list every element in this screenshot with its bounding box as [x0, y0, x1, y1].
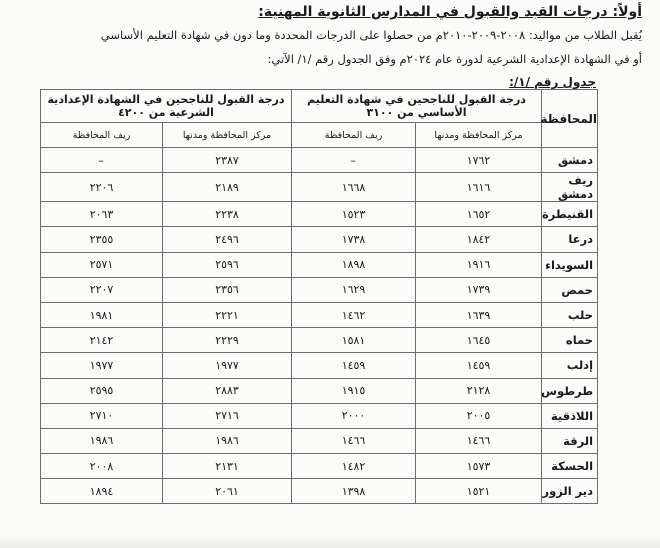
sharia-center-cell: ٢٤٩٦: [163, 227, 292, 252]
table-caption: جدول رقم /١/:: [509, 75, 596, 89]
basic-rural-cell: ١٩١٥: [292, 378, 416, 403]
basic-rural-cell: ٢٠٠٠: [292, 403, 416, 428]
basic-center-cell: ١٦١٦: [416, 173, 542, 202]
basic-rural-cell: ١٣٩٨: [292, 479, 416, 504]
header-basic-education: درجة القبول للناجحين في شهادة التعليم الأساسي من ٣١٠٠: [292, 90, 542, 123]
table-row: [41, 227, 598, 252]
sharia-center-cell: ٢٧١٦: [163, 403, 292, 428]
sharia-rural-cell: ١٩٧٧: [41, 353, 163, 378]
paragraph-line-1: يُقبل الطلاب من مواليد: ٢٠٠٨-٢٠٠٩-٢٠١٠م من حصلوا على الدرجات المحددة وما دون في شهادة التعليم الأساسي: [100, 28, 642, 42]
basic-rural-cell: ١٥٨١: [292, 328, 416, 353]
header-sharia-certificate: درجة القبول للناجحين في الشهادة الإعدادية الشرعية من ٤٢٠٠: [41, 90, 292, 123]
basic-center-cell: ١٤٦٦: [416, 428, 542, 453]
page-bottom-shade: [0, 536, 660, 548]
basic-rural-cell: ١٦٦٨: [292, 173, 416, 202]
subheader-basic-rural: ريف المحافظة: [292, 123, 416, 148]
sharia-center-cell: ٢٣٨٧: [163, 148, 292, 173]
governorate-cell: القنيطرة: [542, 202, 598, 227]
sharia-rural-cell: ١٩٨٦: [41, 428, 163, 453]
basic-rural-cell: ١٦٢٩: [292, 277, 416, 302]
basic-center-cell: ١٥٧٣: [416, 454, 542, 479]
sharia-center-cell: ٢١٨٩: [163, 173, 292, 202]
subheader-sharia-center: مركز المحافظة ومدنها: [163, 123, 292, 148]
governorate-cell: إدلب: [542, 353, 598, 378]
governorate-cell: السويداء: [542, 252, 598, 277]
sharia-rural-cell: ٢٢٠٧: [41, 277, 163, 302]
governorate-cell: حلب: [542, 302, 598, 327]
subheader-sharia-rural: ريف المحافظة: [41, 123, 163, 148]
table-row: [41, 353, 598, 378]
table-row: [41, 302, 598, 327]
basic-center-cell: ١٩١٦: [416, 252, 542, 277]
table-row: [41, 479, 598, 504]
sharia-rural-cell: –: [41, 148, 163, 173]
header-governorate: المحافظة: [542, 90, 598, 148]
sharia-rural-cell: ١٨٩٤: [41, 479, 163, 504]
sharia-center-cell: ٢٢٢٩: [163, 328, 292, 353]
sharia-center-cell: ٢٣٥٦: [163, 277, 292, 302]
sharia-center-cell: ٢٢٢١: [163, 302, 292, 327]
sharia-rural-cell: ٢٠٦٣: [41, 202, 163, 227]
basic-center-cell: ١٧٣٩: [416, 277, 542, 302]
table-row: [41, 173, 598, 202]
governorate-cell: الرقة: [542, 428, 598, 453]
basic-rural-cell: –: [292, 148, 416, 173]
sharia-center-cell: ٢٠٦١: [163, 479, 292, 504]
basic-center-cell: ١٦٣٩: [416, 302, 542, 327]
paragraph-line-2: أو في الشهادة الإعدادية الشرعية لدورة عام ٢٠٢٤م وفق الجدول رقم /١/ الآتي:: [267, 52, 642, 66]
table-row: [41, 252, 598, 277]
sharia-rural-cell: ٢٠٠٨: [41, 454, 163, 479]
basic-rural-cell: ١٤٦٢: [292, 302, 416, 327]
sharia-center-cell: ١٩٨٦: [163, 428, 292, 453]
basic-center-cell: ١٦٤٥: [416, 328, 542, 353]
sharia-rural-cell: ٢٣٥٥: [41, 227, 163, 252]
governorate-cell: حمص: [542, 277, 598, 302]
table-row: [41, 328, 598, 353]
sharia-rural-cell: ٢٢٠٦: [41, 173, 163, 202]
table-row: [41, 454, 598, 479]
governorate-cell: الحسكة: [542, 454, 598, 479]
table-row: [41, 428, 598, 453]
sharia-rural-cell: ١٩٨١: [41, 302, 163, 327]
basic-center-cell: ١٤٥٩: [416, 353, 542, 378]
basic-center-cell: ٢١٢٨: [416, 378, 542, 403]
basic-rural-cell: ١٥٢٣: [292, 202, 416, 227]
table-row: [41, 148, 598, 173]
basic-center-cell: ١٦٥٢: [416, 202, 542, 227]
governorate-cell: دير الزور: [542, 479, 598, 504]
basic-center-cell: ١٧٦٢: [416, 148, 542, 173]
governorate-cell: دمشق: [542, 148, 598, 173]
basic-rural-cell: ١٤٨٢: [292, 454, 416, 479]
basic-rural-cell: ١٤٥٩: [292, 353, 416, 378]
governorate-cell: طرطوس: [542, 378, 598, 403]
section-heading: أولاً: درجات القبد والقبول في المدارس الثانوية المهنية:: [258, 4, 642, 20]
table-row: [41, 277, 598, 302]
basic-center-cell: ١٨٤٢: [416, 227, 542, 252]
sharia-rural-cell: ٢١٤٢: [41, 328, 163, 353]
admission-table: [40, 89, 598, 504]
basic-rural-cell: ١٤٦٦: [292, 428, 416, 453]
basic-center-cell: ٢٠٠٥: [416, 403, 542, 428]
basic-rural-cell: ١٨٩٨: [292, 252, 416, 277]
governorate-cell: حماه: [542, 328, 598, 353]
governorate-cell: درعا: [542, 227, 598, 252]
sharia-center-cell: ٢٥٩٦: [163, 252, 292, 277]
sharia-rural-cell: ٢٥٩٥: [41, 378, 163, 403]
table-body: [41, 148, 598, 504]
basic-center-cell: ١٥٢١: [416, 479, 542, 504]
sharia-center-cell: ٢٨٨٣: [163, 378, 292, 403]
basic-rural-cell: ١٧٣٨: [292, 227, 416, 252]
sharia-rural-cell: ٢٧١٠: [41, 403, 163, 428]
sharia-center-cell: ٢١٣١: [163, 454, 292, 479]
sharia-rural-cell: ٢٥٧١: [41, 252, 163, 277]
table-row: [41, 403, 598, 428]
sharia-center-cell: ٢٢٣٨: [163, 202, 292, 227]
sharia-center-cell: ١٩٧٧: [163, 353, 292, 378]
governorate-cell: ريف دمشق: [542, 173, 598, 202]
table-row: [41, 378, 598, 403]
subheader-basic-center: مركز المحافظة ومدنها: [416, 123, 542, 148]
table-row: [41, 202, 598, 227]
governorate-cell: اللاذقية: [542, 403, 598, 428]
